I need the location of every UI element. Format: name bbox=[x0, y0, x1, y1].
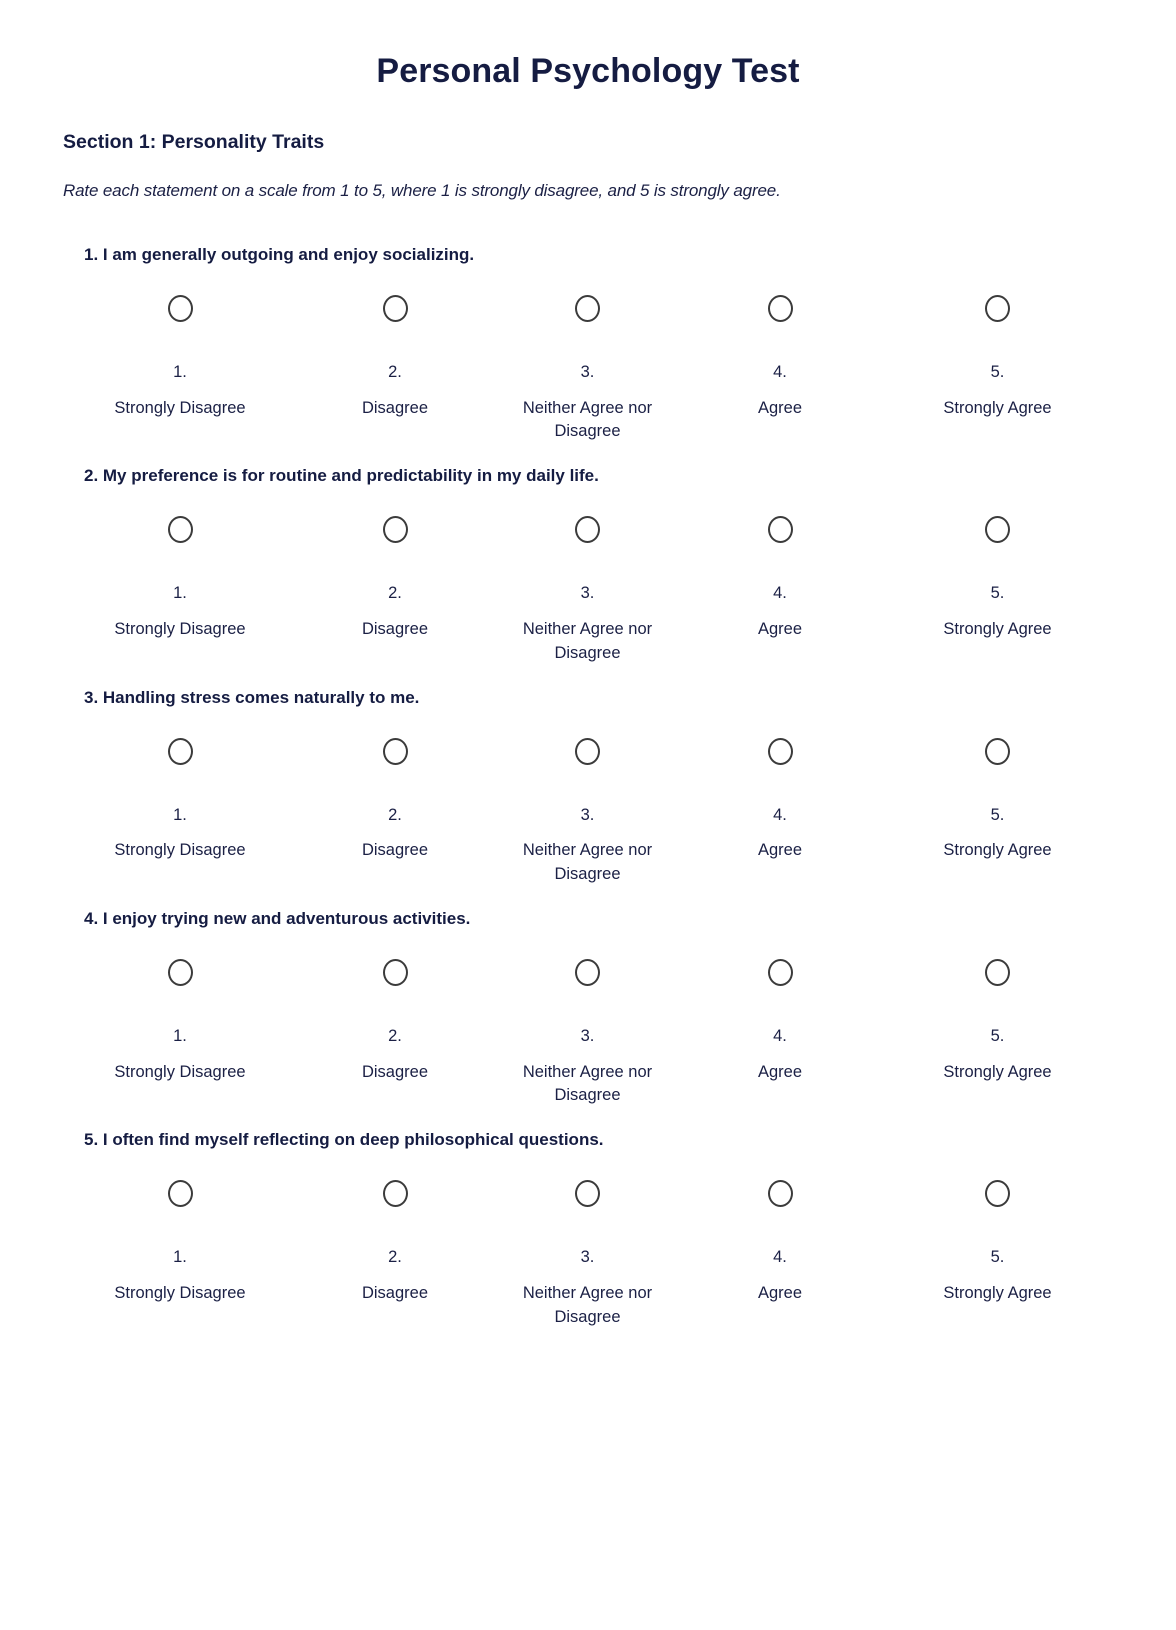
radio-button-icon[interactable] bbox=[985, 738, 1010, 765]
radio-button-icon[interactable] bbox=[575, 959, 600, 986]
scale-option-2[interactable] bbox=[300, 295, 490, 420]
scale-option-label: Agree bbox=[757, 398, 803, 417]
scale-option-3[interactable] bbox=[490, 295, 685, 444]
scale-option-number: 5. bbox=[990, 1027, 1005, 1046]
radio-button-icon[interactable] bbox=[768, 738, 793, 765]
radio-button-icon[interactable] bbox=[985, 1180, 1010, 1207]
radio-button-icon[interactable] bbox=[383, 959, 408, 986]
scale-option-1[interactable] bbox=[60, 738, 300, 863]
scale-option-number: 3. bbox=[580, 584, 595, 603]
question-text: 2. My preference is for routine and predictability in my daily life. bbox=[84, 466, 599, 486]
scale-option-number: 1. bbox=[173, 584, 187, 603]
scale-option-label: Strongly Agree bbox=[943, 841, 1052, 860]
scale-option-label: Agree bbox=[757, 1062, 803, 1081]
radio-button-icon[interactable] bbox=[768, 959, 793, 986]
scale-option-1[interactable] bbox=[60, 959, 300, 1084]
scale-option-number: 1. bbox=[173, 805, 187, 824]
scale-option-number: 2. bbox=[388, 363, 402, 381]
radio-button-icon[interactable] bbox=[768, 1180, 793, 1207]
question-text: 1. I am generally outgoing and enjoy socializing. bbox=[84, 245, 475, 264]
radio-button-icon[interactable] bbox=[168, 516, 193, 543]
scale-option-number: 1. bbox=[173, 1027, 187, 1046]
scale-option-4[interactable] bbox=[685, 295, 875, 420]
scale-option-number: 1. bbox=[173, 1248, 187, 1267]
question-block bbox=[0, 887, 1176, 1108]
scale-option-label: Strongly Disagree bbox=[114, 398, 246, 417]
radio-button-icon[interactable] bbox=[985, 516, 1010, 543]
question-block bbox=[0, 1108, 1176, 1329]
scale-option-number: 5. bbox=[990, 363, 1005, 381]
question-block bbox=[0, 444, 1176, 665]
scale-option-3[interactable] bbox=[490, 738, 685, 887]
radio-button-icon[interactable] bbox=[168, 1180, 193, 1207]
radio-button-icon[interactable] bbox=[168, 959, 193, 986]
scale-option-label: Strongly Disagree bbox=[114, 841, 246, 860]
scale-option-number: 4. bbox=[773, 1027, 787, 1046]
scale-option-label: Disagree bbox=[361, 398, 429, 417]
radio-button-icon[interactable] bbox=[768, 516, 793, 543]
scale-option-3[interactable] bbox=[490, 1180, 685, 1329]
scale-option-1[interactable] bbox=[60, 1180, 300, 1305]
section-heading: Section 1: Personality Traits bbox=[63, 131, 325, 153]
scale-option-4[interactable] bbox=[685, 959, 875, 1084]
scale-option-number: 3. bbox=[580, 805, 595, 824]
scale-option-5[interactable] bbox=[875, 738, 1120, 863]
scale-option-number: 4. bbox=[773, 584, 787, 603]
scale-option-label: Strongly Disagree bbox=[114, 1062, 246, 1081]
scale-option-label: Neither Agree nor Disagree bbox=[522, 619, 653, 662]
radio-button-icon[interactable] bbox=[768, 295, 793, 322]
scale-option-1[interactable] bbox=[60, 295, 300, 420]
scale-option-1[interactable] bbox=[60, 516, 300, 641]
scale-option-number: 5. bbox=[990, 805, 1005, 824]
scale-option-number: 5. bbox=[990, 1248, 1005, 1267]
radio-button-icon[interactable] bbox=[575, 516, 600, 543]
scale-option-3[interactable] bbox=[490, 959, 685, 1108]
scale-option-label: Neither Agree nor Disagree bbox=[522, 1283, 653, 1326]
section-instructions: Rate each statement on a scale from 1 to 5, where 1 is strongly disagree, and 5 is strongly agree. bbox=[63, 181, 781, 200]
scale-option-number: 5. bbox=[990, 584, 1005, 603]
radio-button-icon[interactable] bbox=[575, 1180, 600, 1207]
radio-button-icon[interactable] bbox=[985, 959, 1010, 986]
scale-option-number: 2. bbox=[388, 805, 402, 824]
scale-option-5[interactable] bbox=[875, 516, 1120, 641]
scale-option-label: Strongly Disagree bbox=[114, 619, 246, 638]
radio-button-icon[interactable] bbox=[168, 738, 193, 765]
scale-option-number: 1. bbox=[173, 363, 187, 381]
scale-option-5[interactable] bbox=[875, 295, 1120, 420]
rating-scale bbox=[60, 1180, 1120, 1329]
rating-scale bbox=[60, 516, 1120, 665]
scale-option-label: Neither Agree nor Disagree bbox=[522, 841, 653, 884]
scale-option-label: Neither Agree nor Disagree bbox=[522, 1062, 653, 1105]
rating-scale bbox=[60, 738, 1120, 887]
scale-option-label: Strongly Agree bbox=[943, 398, 1052, 417]
scale-option-2[interactable] bbox=[300, 516, 490, 641]
scale-option-number: 3. bbox=[580, 1248, 595, 1267]
scale-option-5[interactable] bbox=[875, 1180, 1120, 1305]
scale-option-4[interactable] bbox=[685, 1180, 875, 1305]
question-text: 3. Handling stress comes naturally to me. bbox=[84, 687, 420, 707]
radio-button-icon[interactable] bbox=[383, 738, 408, 765]
scale-option-label: Disagree bbox=[361, 1062, 429, 1081]
scale-option-label: Agree bbox=[757, 841, 803, 860]
scale-option-number: 2. bbox=[388, 1248, 402, 1267]
scale-option-number: 3. bbox=[580, 1027, 595, 1046]
scale-option-label: Neither Agree nor Disagree bbox=[522, 398, 653, 441]
scale-option-number: 4. bbox=[773, 805, 787, 824]
scale-option-number: 4. bbox=[773, 363, 787, 381]
radio-button-icon[interactable] bbox=[985, 295, 1010, 322]
scale-option-number: 3. bbox=[580, 363, 595, 381]
radio-button-icon[interactable] bbox=[168, 295, 193, 322]
radio-button-icon[interactable] bbox=[383, 1180, 408, 1207]
scale-option-label: Disagree bbox=[361, 619, 429, 638]
scale-option-label: Strongly Agree bbox=[943, 1062, 1052, 1081]
radio-button-icon[interactable] bbox=[383, 295, 408, 322]
question-text: 4. I enjoy trying new and adventurous activities. bbox=[84, 909, 471, 929]
question-text: 5. I often find myself reflecting on deep philosophical questions. bbox=[84, 1130, 604, 1150]
scale-option-number: 2. bbox=[388, 584, 402, 603]
radio-button-icon[interactable] bbox=[575, 738, 600, 765]
scale-option-3[interactable] bbox=[490, 516, 685, 665]
scale-option-2[interactable] bbox=[300, 1180, 490, 1305]
rating-scale bbox=[60, 959, 1120, 1108]
radio-button-icon[interactable] bbox=[383, 516, 408, 543]
scale-option-label: Agree bbox=[757, 619, 803, 638]
questions-list bbox=[0, 201, 1176, 1330]
scale-option-2[interactable] bbox=[300, 959, 490, 1084]
scale-option-label: Strongly Agree bbox=[943, 1283, 1052, 1302]
scale-option-4[interactable] bbox=[685, 738, 875, 863]
rating-scale bbox=[60, 295, 1120, 444]
scale-option-label: Disagree bbox=[361, 841, 429, 860]
question-block bbox=[0, 666, 1176, 887]
scale-option-number: 2. bbox=[388, 1027, 402, 1046]
scale-option-4[interactable] bbox=[685, 516, 875, 641]
question-block bbox=[0, 223, 1176, 444]
scale-option-number: 4. bbox=[773, 1248, 787, 1267]
scale-option-label: Strongly Disagree bbox=[114, 1283, 246, 1302]
scale-option-label: Disagree bbox=[361, 1283, 429, 1302]
scale-option-label: Strongly Agree bbox=[943, 619, 1052, 638]
scale-option-label: Agree bbox=[757, 1283, 803, 1302]
scale-option-5[interactable] bbox=[875, 959, 1120, 1084]
radio-button-icon[interactable] bbox=[575, 295, 600, 322]
page-title: Personal Psychology Test bbox=[376, 52, 800, 90]
scale-option-2[interactable] bbox=[300, 738, 490, 863]
